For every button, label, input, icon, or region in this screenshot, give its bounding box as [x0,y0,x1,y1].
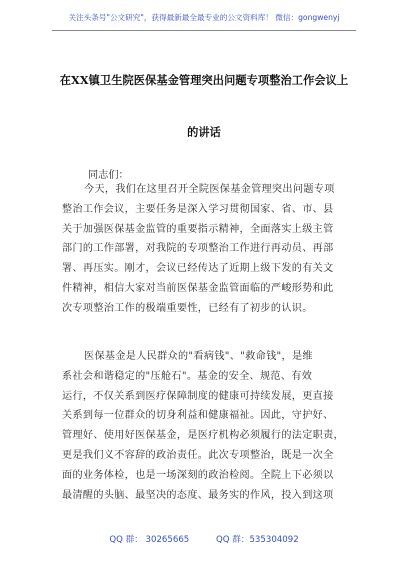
paragraph-2 [62,347,354,505]
paragraph-line: 关系到每一位群众的切身利益和健康福祉。因此，守护好、 [62,410,334,422]
paragraph-line: 件精神，相信大家对当前医保基金监管面临的严峻形势和此 [62,282,334,294]
paragraph-line: 部门的工作部署，对我院的专项整治工作进行再动员、再部 [62,243,334,255]
paragraph-line: 今天，我们在这里召开全院医保基金管理突出问题专项 [84,184,335,195]
paragraph-line: 关于加强医保基金监管的重要指示精神，全面落实上级主管 [62,223,334,235]
document-title-line-1: 在XX镇卫生院医保基金管理突出问题专项整治工作会议上 [59,73,349,87]
paragraph-line: 管理好、使用好医保基金，是医疗机构必须履行的法定职责， [62,430,344,442]
paragraph-line: 系社会和谐稳定的"压舱石"。基金的安全、规范、有效 [62,370,313,382]
paragraph-1 [62,180,354,319]
footer [0,533,408,545]
paragraph-line: 更是我们义不容辞的政治责任。此次专项整治，既是一次全 [62,449,334,461]
paragraph-line: 署、再压实。刚才，会议已经传达了近期上级下发的有关文 [62,263,334,275]
footer-qq-group-2: QQ 群：535304092 [216,535,299,545]
header-banner: 关注头条号"公文研究"，获得最新最全最专业的公文资料库！ 微信：gongwenyj [68,13,340,22]
paragraph-line: 次专项整治工作的极端重要性，已经有了初步的认识。 [62,302,313,314]
paragraph-line: 最清醒的头脑、最坚决的态度、最务实的作风，投入到这项 [62,489,334,501]
salutation: 同志们： [88,170,129,181]
paragraph-line: 整治工作会议，主要任务是深入学习贯彻国家、省、市、县 [62,203,334,215]
paragraph-line: 医保基金是人民群众的"看病钱"、"救命钱"，是维 [84,351,313,362]
document-title-line-2: 的讲话 [187,125,221,139]
header-divider [52,30,356,31]
footer-qq-group-1: QQ 群： 30265665 [109,535,190,545]
paragraph-line: 面的业务体检，也是一场深刻的政治检阅。全院上下必须以 [62,469,334,481]
paragraph-line: 运行，不仅关系到医疗保障制度的健康可持续发展，更直接 [62,390,334,402]
